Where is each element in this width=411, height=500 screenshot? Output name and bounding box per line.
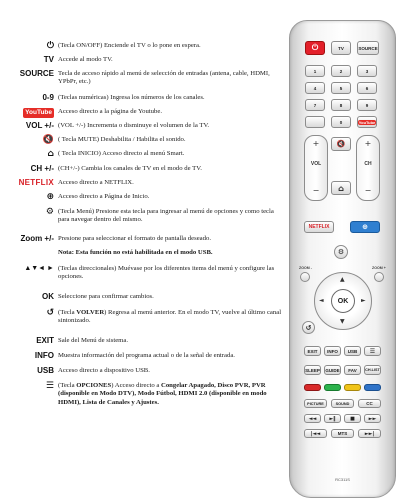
legend-desc: Acceso directo a la página de Youtube.	[58, 108, 162, 115]
gear-icon: ⚙	[337, 248, 345, 256]
home-button[interactable]	[331, 181, 351, 195]
fast-forward-button[interactable]	[364, 414, 381, 423]
left-arrow-icon[interactable]: ◄	[319, 297, 324, 304]
plus-icon: +	[364, 139, 372, 148]
plus-icon: +	[312, 139, 320, 148]
channel-rocker[interactable]	[356, 135, 380, 201]
next-button[interactable]	[358, 429, 381, 438]
volume-rocker[interactable]	[304, 135, 328, 201]
down-arrow-icon[interactable]: ▼	[340, 318, 345, 325]
legend-key: TV	[43, 55, 54, 64]
opciones-pre: (Tecla	[58, 382, 77, 389]
guide-button[interactable]: GUIDE	[324, 365, 341, 375]
yellow-button[interactable]	[344, 384, 361, 391]
volver-bold: VOLVER	[76, 309, 105, 316]
globe-icon: ⊕	[362, 223, 368, 231]
legend-desc: Accede al modo TV.	[58, 56, 113, 63]
menu-icon: ⚙	[45, 207, 54, 217]
mts-button[interactable]: MTS	[331, 429, 354, 438]
legend-key: EXIT	[36, 336, 54, 345]
digit-button[interactable]: 2	[331, 65, 351, 77]
source-button[interactable]: SOURCE	[357, 41, 379, 55]
picture-button[interactable]: PICTURE	[304, 399, 327, 408]
legend-desc: Presione para seleccionar el formato de pantalla deseado.	[58, 235, 211, 242]
stop-button[interactable]	[344, 414, 361, 423]
legend-key: USB	[37, 366, 54, 375]
info-button[interactable]: INFO	[324, 346, 341, 356]
return-icon: ↺	[46, 308, 54, 318]
legend-desc: Seleccione para confirmar cambios.	[58, 293, 154, 300]
youtube-logo: YouTube	[358, 119, 376, 125]
digit-button[interactable]: 8	[331, 99, 351, 111]
zoom-minus-button[interactable]	[300, 272, 310, 282]
green-button[interactable]	[324, 384, 341, 391]
globe-icon: ⊕	[46, 192, 54, 202]
legend-key: OK	[42, 292, 54, 301]
zoom-plus-button[interactable]	[374, 272, 384, 282]
note-text: Nota: Esta función no está habilitada en el modo USB.	[58, 249, 213, 256]
exit-button[interactable]: EXIT	[304, 346, 321, 356]
next-icon: ►►|	[364, 430, 375, 437]
mute-button[interactable]	[331, 137, 351, 151]
digit-button[interactable]: 4	[305, 82, 325, 94]
legend-desc: (VOL +/-) Incrementa o disminuye el volumen de la TV.	[58, 122, 210, 129]
blue-button[interactable]	[364, 384, 381, 391]
legend-desc: (CH+/-) Cambia los canales de TV en el modo de TV.	[58, 165, 202, 172]
ok-button[interactable]: OK	[331, 289, 355, 313]
netflix-logo: NETFLIX	[18, 178, 54, 187]
minus-icon: −	[312, 186, 320, 195]
legend-desc: Sale del Menú de sistema.	[58, 337, 129, 344]
remote-control	[289, 20, 396, 498]
channel-label: CH	[364, 161, 372, 167]
red-button[interactable]	[304, 384, 321, 391]
right-arrow-icon[interactable]: ►	[361, 297, 366, 304]
play-pause-button[interactable]	[324, 414, 341, 423]
digit-button[interactable]: 7	[305, 99, 325, 111]
rewind-button[interactable]	[304, 414, 321, 423]
digit-button[interactable]: 0	[331, 116, 351, 128]
legend-desc: (Tecla ON/OFF) Enciende el TV o lo pone en espera.	[58, 42, 201, 49]
opciones-bold: OPCIONES	[76, 382, 112, 389]
legend-key: SOURCE	[19, 69, 54, 78]
volume-label: VOL	[310, 161, 322, 167]
legend-desc	[58, 309, 284, 326]
home-icon: ⌂	[338, 183, 344, 193]
legend-desc: Muestra información del programa actual o de la señal de entrada.	[58, 352, 235, 359]
volver-pre: (Tecla	[58, 309, 77, 316]
legend-desc: (Teclas direccionales) Muévase por los diferentes items del menú y configure las opciones.	[58, 265, 275, 281]
options-button[interactable]	[364, 346, 381, 356]
text-button[interactable]	[305, 116, 325, 128]
menu-button[interactable]	[334, 245, 348, 259]
up-arrow-icon[interactable]: ▲	[340, 276, 345, 283]
power-icon: ⏻	[46, 41, 54, 51]
digit-button[interactable]: 9	[357, 99, 377, 111]
digit-button[interactable]: 6	[357, 82, 377, 94]
legend-key: CH +/-	[30, 164, 54, 173]
return-button[interactable]	[302, 321, 315, 334]
direction-pad[interactable]	[314, 272, 372, 330]
model-label: RC311S	[335, 477, 350, 482]
youtube-button[interactable]	[357, 116, 377, 128]
globe-button[interactable]	[350, 221, 380, 233]
options-icon: ☰	[369, 347, 376, 355]
legend-desc: Acceso directo a dispositivo USB.	[58, 367, 150, 374]
rewind-icon: ◄◄	[308, 415, 317, 422]
fav-button[interactable]: FAV	[344, 365, 361, 375]
previous-button[interactable]	[304, 429, 327, 438]
tv-button[interactable]: TV	[331, 41, 351, 55]
opciones-list: Congelar Apagado, Disco PVR, PVR (disponible en Modo DTV), Modo Fútbol, HDMI 2.0 (disponible en modo HDMI), Lista de Canales y Ajustes.	[58, 382, 267, 406]
usb-button[interactable]: USB	[344, 346, 361, 356]
play-pause-icon: ►‖	[329, 415, 336, 422]
home-icon: ⌂	[47, 149, 54, 159]
sound-button[interactable]: SOUND	[331, 399, 354, 408]
legend-desc: Acceso directo a NETFLIX.	[58, 179, 134, 186]
legend-desc: Tecla de acceso rápido al menú de selección de entradas (antena, cable, HDMI, YPbPr, etc.)	[58, 70, 270, 86]
zoom-note	[58, 249, 284, 257]
legend-desc: (Teclas numéricas) Ingresa los números de los canales.	[58, 94, 205, 101]
previous-icon: |◄◄	[310, 430, 321, 437]
zoom-minus-label: ZOOM -	[299, 266, 312, 270]
legend-key: INFO	[34, 351, 54, 360]
youtube-logo: YouTube	[23, 108, 54, 118]
channel-list-button[interactable]: CH.LIST	[364, 365, 381, 375]
minus-icon: −	[364, 186, 372, 195]
netflix-button[interactable]: NETFLIX	[304, 221, 334, 233]
mute-icon: 🔇	[336, 140, 346, 148]
return-icon: ↺	[305, 323, 312, 332]
power-button[interactable]	[305, 41, 325, 55]
legend-key	[2, 108, 54, 118]
legend-desc: ( Tecla INICIO) Acceso directo al menú Smart.	[58, 150, 185, 157]
stop-icon: ■	[350, 415, 355, 422]
legend-desc: Acceso directo a Página de Inicio.	[58, 193, 150, 200]
legend-key: VOL +/-	[25, 121, 54, 130]
mute-icon: 🔇	[42, 135, 54, 145]
options-icon: ☰	[45, 381, 54, 391]
arrow-keys-icon: ▲▼◄ ►	[24, 265, 54, 272]
legend-desc: ( Tecla MUTE) Deshabilita / Habilita el sonido.	[58, 136, 186, 143]
opciones-mid: ) Acceso directo a	[111, 382, 161, 389]
fast-forward-icon: ►►	[368, 415, 377, 422]
legend-key	[2, 179, 54, 187]
digit-button[interactable]: 1	[305, 65, 325, 77]
zoom-plus-label: ZOOM +	[372, 266, 386, 270]
legend-desc: (Tecla Menú) Presione esta tecla para ingresar al menú de opciones y como tecla para navegar dentro del mismo.	[58, 208, 274, 224]
volver-post: ) Regresa al menú anterior. En el modo TV, vuelve al último canal sintonizado.	[58, 309, 282, 325]
legend-desc	[58, 382, 284, 407]
sleep-button[interactable]: SLEEP	[304, 365, 321, 375]
legend-key: 0-9	[42, 93, 54, 102]
digit-button[interactable]: 5	[331, 82, 351, 94]
cc-button[interactable]: CC	[358, 399, 381, 408]
digit-button[interactable]: 3	[357, 65, 377, 77]
legend-key: Zoom +/-	[20, 234, 54, 243]
power-icon: ⏻	[311, 43, 319, 52]
